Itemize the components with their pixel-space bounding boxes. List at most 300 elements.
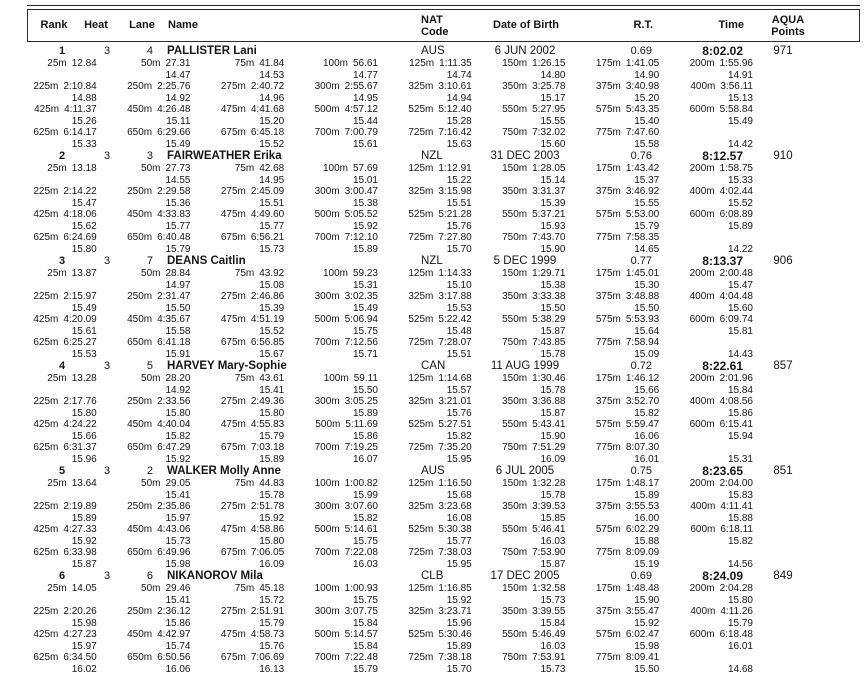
split-time-value: 3:23.71 [438,606,472,617]
split-distance-label: 50m [141,478,161,489]
split-time-value: 1:12.91 [438,163,472,174]
split-row [3,478,753,490]
split-distance-label: 400m [689,186,715,197]
split-time-value: 4:02.44 [719,186,753,197]
split-cell [566,396,660,408]
lap-time-value: 15.98 [165,558,191,570]
split-cell [284,268,378,280]
lap-row [3,139,753,151]
split-cell [378,186,472,198]
split-distance-label: 525m [408,524,434,535]
split-distance-label: 675m [220,232,246,243]
lap-time-value: 14.97 [165,279,191,291]
lap-time-value: 15.87 [540,407,566,419]
lap-time-value: 14.43 [727,348,753,360]
lap-time-value: 15.97 [71,640,97,652]
split-cell [659,337,753,349]
split-time-value: 1:30.46 [532,373,566,384]
split-cell [97,232,191,244]
aqua-points: 857 [773,360,793,372]
split-time-value: 5:37.21 [532,209,566,220]
lap-time-value: 15.28 [446,115,472,127]
split-distance-label: 550m [502,209,528,220]
table-header [27,9,860,42]
lap-time-value: 16.09 [259,558,285,570]
split-distance-label: 200m [689,163,715,174]
split-time-value: 6:40.48 [157,232,191,243]
lap-time-value: 16.01 [727,640,753,652]
split-distance-label: 275m [220,186,246,197]
split-distance-label: 500m [315,419,341,430]
split-distance-label: 150m [502,163,528,174]
split-cell [659,501,753,513]
heat-value: 3 [103,255,111,267]
split-distance-label: 425m [34,104,60,115]
lap-time-value: 14.80 [540,69,566,81]
split-time-value: 1:11.35 [439,58,472,69]
lap-time-value: 14.90 [634,69,660,81]
split-distance-label: 550m [502,629,528,640]
lap-time-value: 15.55 [540,115,566,127]
split-time-value: 2:29.58 [157,186,191,197]
split-time-value: 5:22.42 [438,314,472,325]
lap-time-value: 15.13 [727,92,753,104]
split-time-value: 5:43.41 [532,419,566,430]
split-cell [659,81,753,93]
split-time-value: 2:49.36 [250,396,285,407]
lap-time-value: 15.93 [540,220,566,232]
split-cell [472,396,566,408]
split-distance-label: 450m [127,104,153,115]
split-cell [566,652,660,664]
split-distance-label: 650m [127,442,153,453]
lap-time-value: 15.33 [71,138,97,150]
split-distance-label: 500m [314,524,340,535]
split-time-value: 6:18.11 [720,524,753,535]
split-distance-label: 325m [408,291,434,302]
lap-time-value: 15.31 [352,279,378,291]
split-row [3,373,753,385]
split-cell [378,524,472,536]
split-cell [97,629,191,641]
split-cell [659,232,753,244]
lap-time-value: 15.84 [727,384,753,396]
split-cell [284,442,378,454]
split-distance-label: 275m [220,396,246,407]
split-cell [3,268,97,280]
split-time-value: 28.20 [165,373,191,384]
split-cell [378,163,472,175]
lap-time-value: 15.76 [446,407,472,419]
split-distance-label: 625m [33,547,59,558]
split-distance-label: 775m [595,442,621,453]
split-distance-label: 125m [408,583,434,594]
split-distance-label: 25m [47,163,67,174]
split-cell [284,606,378,618]
split-distance-label: 450m [127,314,153,325]
split-cell [3,396,97,408]
lap-row [3,664,753,676]
split-time-value: 3:21.01 [438,396,472,407]
lap-time-value: 15.84 [540,617,566,629]
split-cell [3,419,97,431]
split-time-value: 3:33.38 [532,291,566,302]
split-cell [566,501,660,513]
split-time-value: 2:04.28 [719,583,753,594]
split-cell [378,104,472,116]
split-distance-label: 475m [220,314,246,325]
split-time-value: 4:04.48 [719,291,753,302]
split-time-value: 4:49.60 [250,209,285,220]
split-time-value: 2:19.89 [63,501,97,512]
split-distance-label: 625m [33,337,59,348]
split-cell [284,524,378,536]
split-cell [472,186,566,198]
split-time-value: 7:51.29 [532,442,566,453]
split-cell [284,419,378,431]
split-distance-label: 475m [220,419,246,430]
lap-time-value: 15.41 [259,384,285,396]
split-cell [97,501,191,513]
split-time-value: 5:58.84 [719,104,753,115]
lap-time-value [3,175,97,187]
swimmer-name: HARVEY Mary-Sophie [167,360,287,372]
splits-grid [3,163,753,255]
split-time-value: 6:15.41 [719,419,753,430]
split-row [3,81,753,93]
heat-value: 3 [103,45,111,57]
split-time-value: 5:27.51 [438,419,472,430]
split-distance-label: 475m [220,209,246,220]
split-time-value: 4:33.83 [157,209,191,220]
split-time-value: 7:19.25 [344,442,378,453]
split-cell [3,501,97,513]
lap-time-value: 15.52 [727,197,753,209]
split-cell [191,501,285,513]
lap-time-value: 15.49 [727,115,753,127]
lap-time-value: 15.85 [540,512,566,524]
split-distance-label: 475m [220,104,246,115]
split-distance-label: 250m [127,291,153,302]
lap-time-value: 15.82 [165,430,191,442]
split-distance-label: 175m [595,268,621,279]
split-distance-label: 75m [234,58,255,69]
lap-time-value: 15.53 [446,302,472,314]
split-cell [191,163,285,175]
split-time-value: 6:18.48 [719,629,753,640]
split-distance-label: 650m [127,337,153,348]
lap-time-value: 15.39 [540,197,566,209]
lap-row [3,116,753,128]
lap-time-value: 15.60 [540,138,566,150]
lap-time-value [3,70,97,82]
split-cell [97,419,191,431]
lap-time-value: 15.86 [165,617,191,629]
date-of-birth: 11 AUG 1999 [490,360,560,372]
split-distance-label: 750m [502,442,528,453]
split-distance-label: 700m [314,547,340,558]
lap-time-value: 16.03 [352,558,378,570]
split-cell [472,547,566,559]
split-time-value: 43.92 [259,268,285,279]
split-cell [659,629,753,641]
swimmer-name: PALLISTER Lani [167,45,257,57]
split-cell [659,373,753,385]
lap-time-value: 15.47 [71,197,97,209]
header-points-line1: AQUA [771,13,805,26]
split-row [3,606,753,618]
split-distance-label: 425m [33,524,59,535]
reaction-time: 0.69 [630,45,652,57]
lap-time-value: 15.48 [446,325,472,337]
lap-row [3,70,753,82]
split-time-value: 6:33.98 [63,547,97,558]
split-distance-label: 25m [47,268,67,279]
split-cell [566,629,660,641]
split-cell [378,232,472,244]
split-time-value: 7:43.85 [532,337,566,348]
split-distance-label: 450m [127,419,153,430]
lap-time-value: 15.41 [165,489,191,501]
split-distance-label: 650m [127,652,153,663]
lap-time-value: 15.79 [259,430,285,442]
split-cell [97,337,191,349]
split-time-value: 2:20.26 [63,606,97,617]
split-time-value: 3:07.60 [344,501,378,512]
split-time-value: 1:14.68 [438,373,472,384]
lap-time-value: 15.52 [259,325,285,337]
split-distance-label: 550m [502,524,528,535]
split-time-value: 7:16.42 [438,127,472,138]
split-cell [3,652,97,664]
split-time-value: 4:57.12 [344,104,378,115]
split-time-value: 3:52.70 [625,396,660,407]
split-cell [97,291,191,303]
split-time-value: 5:14.57 [344,629,378,640]
split-time-value: 2:15.97 [63,291,97,302]
split-time-value: 8:09.41 [625,652,660,663]
lap-time-value: 14.47 [165,69,191,81]
lane-value: 2 [146,465,153,477]
lap-time-value: 15.84 [352,617,378,629]
split-distance-label: 350m [502,606,528,617]
lap-time-value: 15.44 [352,115,378,127]
split-cell [378,58,472,70]
split-cell [472,104,566,116]
split-distance-label: 325m [408,186,434,197]
split-distance-label: 175m [595,58,621,69]
lap-row [3,431,753,443]
lap-time-value: 15.87 [71,558,97,570]
rank-value: 1 [58,45,66,57]
split-time-value: 1:43.42 [625,163,660,174]
split-time-value: 7:38.18 [438,652,472,663]
split-time-value: 1:00.82 [344,478,378,489]
lap-time-value: 15.77 [259,220,285,232]
split-cell [97,373,191,385]
lap-time-value: 15.20 [634,92,660,104]
split-distance-label: 575m [595,524,621,535]
split-time-value: 1:41.05 [625,58,660,69]
split-cell [97,81,191,93]
split-cell [3,104,97,116]
split-cell [3,547,97,559]
split-cell [191,606,285,618]
lap-time-value: 15.67 [259,348,285,360]
nat-code: AUS [421,45,445,57]
split-cell [659,58,753,70]
split-row [3,314,753,326]
split-cell [659,314,753,326]
split-cell [97,524,191,536]
lap-time-value: 14.96 [259,92,285,104]
final-time: 8:23.65 [702,464,743,478]
lap-time-value: 15.97 [165,512,191,524]
lap-time-value: 15.49 [71,302,97,314]
lap-time-value: 15.80 [259,535,285,547]
split-time-value: 2:01.96 [719,373,753,384]
lap-time-value: 15.82 [446,430,472,442]
split-distance-label: 700m [314,127,340,138]
lap-time-value: 15.19 [634,558,660,570]
split-time-value: 1:16.85 [438,583,472,594]
split-cell [659,442,753,454]
split-cell [566,547,660,559]
lap-time-value: 15.70 [446,243,472,255]
lap-row [3,536,753,548]
split-time-value: 5:43.35 [625,104,660,115]
lap-time-value: 15.50 [634,663,660,675]
lap-time-value: 15.38 [540,279,566,291]
split-cell [472,163,566,175]
split-time-value: 3:23.68 [438,501,472,512]
split-distance-label: 600m [689,209,715,220]
split-cell [566,186,660,198]
split-time-value: 7:12.56 [344,337,378,348]
lap-row [3,326,753,338]
split-cell [472,652,566,664]
header-date-of-birth: Date of Birth [493,19,559,31]
split-cell [97,163,191,175]
lap-time-value: 15.73 [540,594,566,606]
split-cell [566,163,660,175]
split-distance-label: 525m [408,629,434,640]
swimmer-block [0,255,868,360]
split-time-value: 2:51.78 [250,501,285,512]
split-cell [566,127,660,139]
lap-time-value: 15.20 [259,115,285,127]
split-cell [3,81,97,93]
lap-time-value: 14.42 [727,138,753,150]
lap-time-value: 15.52 [259,138,285,150]
split-cell [3,629,97,641]
split-distance-label: 175m [595,163,621,174]
lap-time-value: 15.37 [634,174,660,186]
header-heat: Heat [84,19,108,31]
split-cell [472,58,566,70]
split-time-value: 13.18 [71,163,97,174]
split-row [3,163,753,175]
split-distance-label: 775m [595,232,621,243]
split-cell [191,442,285,454]
split-row [3,652,753,664]
split-distance-label: 225m [33,501,59,512]
split-time-value: 5:30.46 [438,629,472,640]
lap-row [3,559,753,571]
split-distance-label: 375m [595,291,621,302]
nat-code: NZL [421,150,443,162]
split-cell [284,104,378,116]
lap-time-value: 14.22 [727,243,753,255]
split-distance-label: 550m [502,104,528,115]
date-of-birth: 6 JUN 2002 [494,45,556,57]
split-cell [191,396,285,408]
lap-time-value: 15.95 [446,558,472,570]
split-cell [378,652,472,664]
split-time-value: 2:17.76 [63,396,97,407]
rank-value: 3 [58,255,66,267]
lap-time-value: 15.87 [540,558,566,570]
lap-time-value: 15.33 [727,174,753,186]
header-nat-code [421,10,463,41]
lap-time-value: 15.49 [352,302,378,314]
split-cell [566,478,660,490]
split-distance-label: 525m [408,209,434,220]
lap-time-value: 15.66 [71,430,97,442]
split-cell [97,583,191,595]
split-distance-label: 675m [220,652,246,663]
split-distance-label: 25m [47,373,67,384]
split-cell [378,337,472,349]
lap-time-value: 15.92 [71,535,97,547]
lap-row [3,618,753,630]
split-cell [191,547,285,559]
split-time-value: 5:27.95 [532,104,566,115]
split-cell [566,524,660,536]
reaction-time: 0.69 [630,570,652,582]
lap-time-value: 15.31 [727,453,753,465]
split-time-value: 2:40.72 [250,81,285,92]
lap-row [3,595,753,607]
split-cell [284,163,378,175]
split-time-value: 7:00.79 [344,127,378,138]
split-cell [191,373,285,385]
final-time: 8:13.37 [702,254,743,268]
lap-time-value: 15.96 [71,453,97,465]
split-time-value: 45.18 [259,583,285,594]
lap-time-value: 16.08 [446,512,472,524]
lap-time-value: 15.90 [634,594,660,606]
split-time-value: 7:43.70 [532,232,566,243]
split-time-value: 3:10.61 [438,81,472,92]
lap-time-value: 15.76 [259,640,285,652]
lap-time-value: 14.77 [352,69,378,81]
lap-time-value: 15.76 [446,220,472,232]
split-time-value: 2:36.12 [157,606,191,617]
split-time-value: 3:02.35 [344,291,378,302]
split-distance-label: 200m [689,478,715,489]
lap-time-value: 16.09 [540,453,566,465]
split-distance-label: 375m [595,501,621,512]
split-time-value: 3:55.47 [625,606,660,617]
split-distance-label: 700m [314,337,340,348]
split-time-value: 5:12.40 [438,104,472,115]
split-time-value: 1:58.75 [719,163,753,174]
lap-time-value: 15.50 [634,302,660,314]
final-time: 8:22.61 [702,359,743,373]
split-time-value: 1:29.71 [532,268,566,279]
split-time-value: 14.05 [71,583,97,594]
